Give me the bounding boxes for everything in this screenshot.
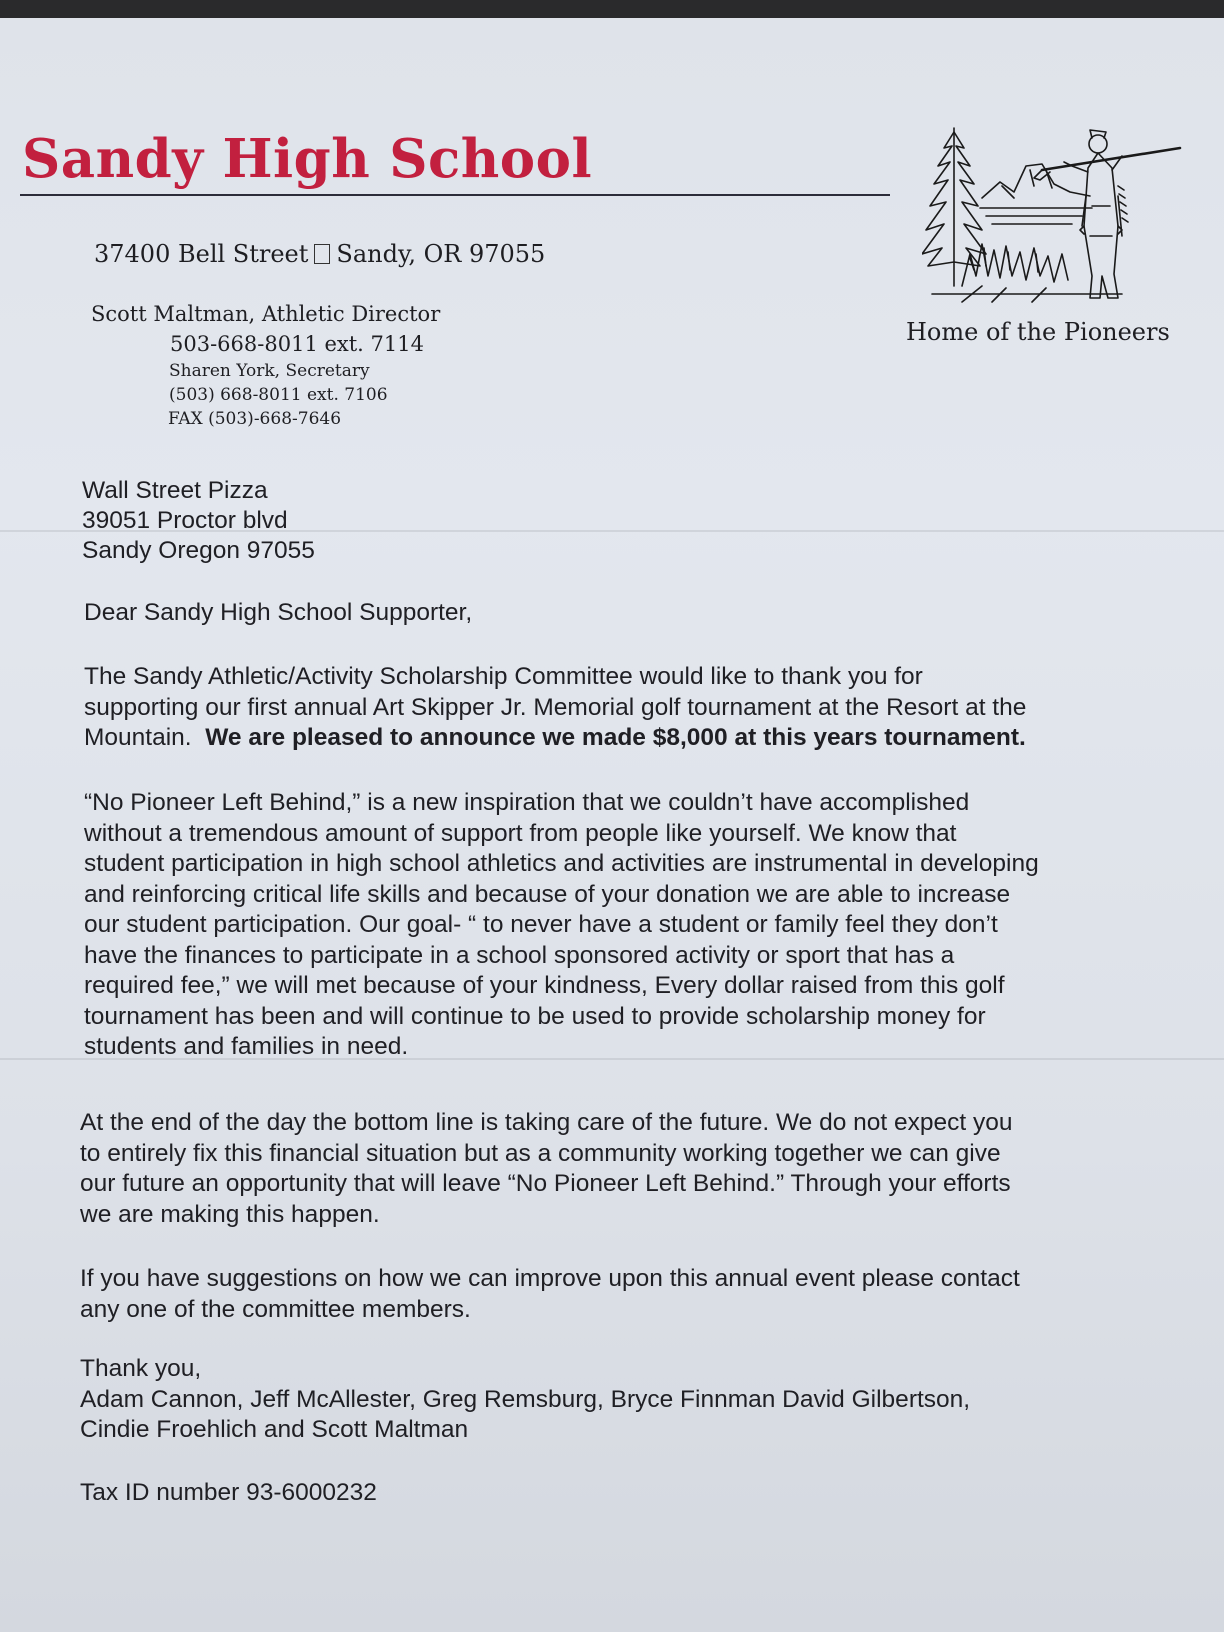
text-line-plain: Mountain. <box>84 724 192 751</box>
text-line: students and families in need. <box>84 1033 409 1060</box>
recipient-city: Sandy Oregon 97055 <box>82 537 315 564</box>
salutation: Dear Sandy High School Supporter, <box>84 599 473 626</box>
letter-page <box>0 18 1224 1632</box>
paragraph-inspiration <box>84 788 1039 1063</box>
recipient-address <box>82 476 315 566</box>
text-line: tournament has been and will continue to be used to provide scholarship money for <box>84 1002 986 1030</box>
announcement-bold: We are pleased to announce we made $8,000 at this years tournament. <box>205 724 1026 751</box>
school-address <box>94 240 545 268</box>
paragraph-thanks <box>84 662 1026 754</box>
recipient-name: Wall Street Pizza <box>82 477 268 504</box>
text-line: we are making this happen. <box>80 1200 380 1228</box>
text-line: student participation in high school athletics and activities are instrumental in developing <box>84 850 1039 877</box>
address-city: Sandy, OR 97055 <box>336 240 546 268</box>
title-rule <box>20 194 890 196</box>
text-line: and reinforcing critical life skills and because of your donation we are able to increase <box>84 880 1011 908</box>
text-line: required fee,” we will met because of your kindness, Every dollar raised from this golf <box>84 972 1005 999</box>
paragraph-future <box>80 1108 1012 1230</box>
text-line: supporting our first annual Art Skipper Jr. Memorial golf tournament at the Resort at the <box>84 693 1027 721</box>
text-line <box>84 723 1026 754</box>
text-line: our future an opportunity that will leave “No Pioneer Left Behind.” Through your efforts <box>80 1170 1011 1197</box>
signers-line: Cindie Froehlich and Scott Maltman <box>80 1416 469 1443</box>
text-line: our student participation. Our goal- “ to never have a student or family feel they don’t <box>84 911 998 938</box>
text-line: without a tremendous amount of support from people like yourself. We know that <box>84 819 957 847</box>
tax-id: Tax ID number 93-6000232 <box>80 1479 377 1506</box>
pioneer-logo-icon <box>922 126 1184 326</box>
text-line: At the end of the day the bottom line is taking care of the future. We do not expect you <box>80 1109 1013 1136</box>
text-line: have the finances to participate in a school sponsored activity or sport that has a <box>84 941 955 969</box>
director-phone: 503-668-8011 ext. 7114 <box>170 332 424 356</box>
paragraph-suggestions <box>80 1264 1020 1325</box>
text-line: “No Pioneer Left Behind,” is a new inspiration that we couldn’t have accomplished <box>84 789 970 816</box>
school-name: Sandy High School <box>22 128 593 190</box>
closing-block <box>80 1354 970 1446</box>
address-separator <box>314 244 330 264</box>
secretary-phone: (503) 668-8011 ext. 7106 <box>169 385 388 405</box>
signers-line: Adam Cannon, Jeff McAllester, Greg Remsburg, Bryce Finnman David Gilbertson, <box>80 1385 971 1413</box>
address-street: 37400 Bell Street <box>94 240 309 268</box>
school-tagline: Home of the Pioneers <box>906 318 1170 346</box>
text-line: to entirely fix this financial situation but as a community working together we can give <box>80 1139 1001 1167</box>
director-line: Scott Maltman, Athletic Director <box>91 302 441 326</box>
secretary-line: Sharen York, Secretary <box>169 361 370 381</box>
recipient-street: 39051 Proctor blvd <box>82 507 288 534</box>
text-line: any one of the committee members. <box>80 1295 471 1323</box>
text-line: If you have suggestions on how we can improve upon this annual event please contact <box>80 1265 1020 1292</box>
text-line: The Sandy Athletic/Activity Scholarship Committee would like to thank you for <box>84 663 923 690</box>
fax-number: FAX (503)-668-7646 <box>168 409 342 429</box>
closing: Thank you, <box>80 1355 202 1382</box>
